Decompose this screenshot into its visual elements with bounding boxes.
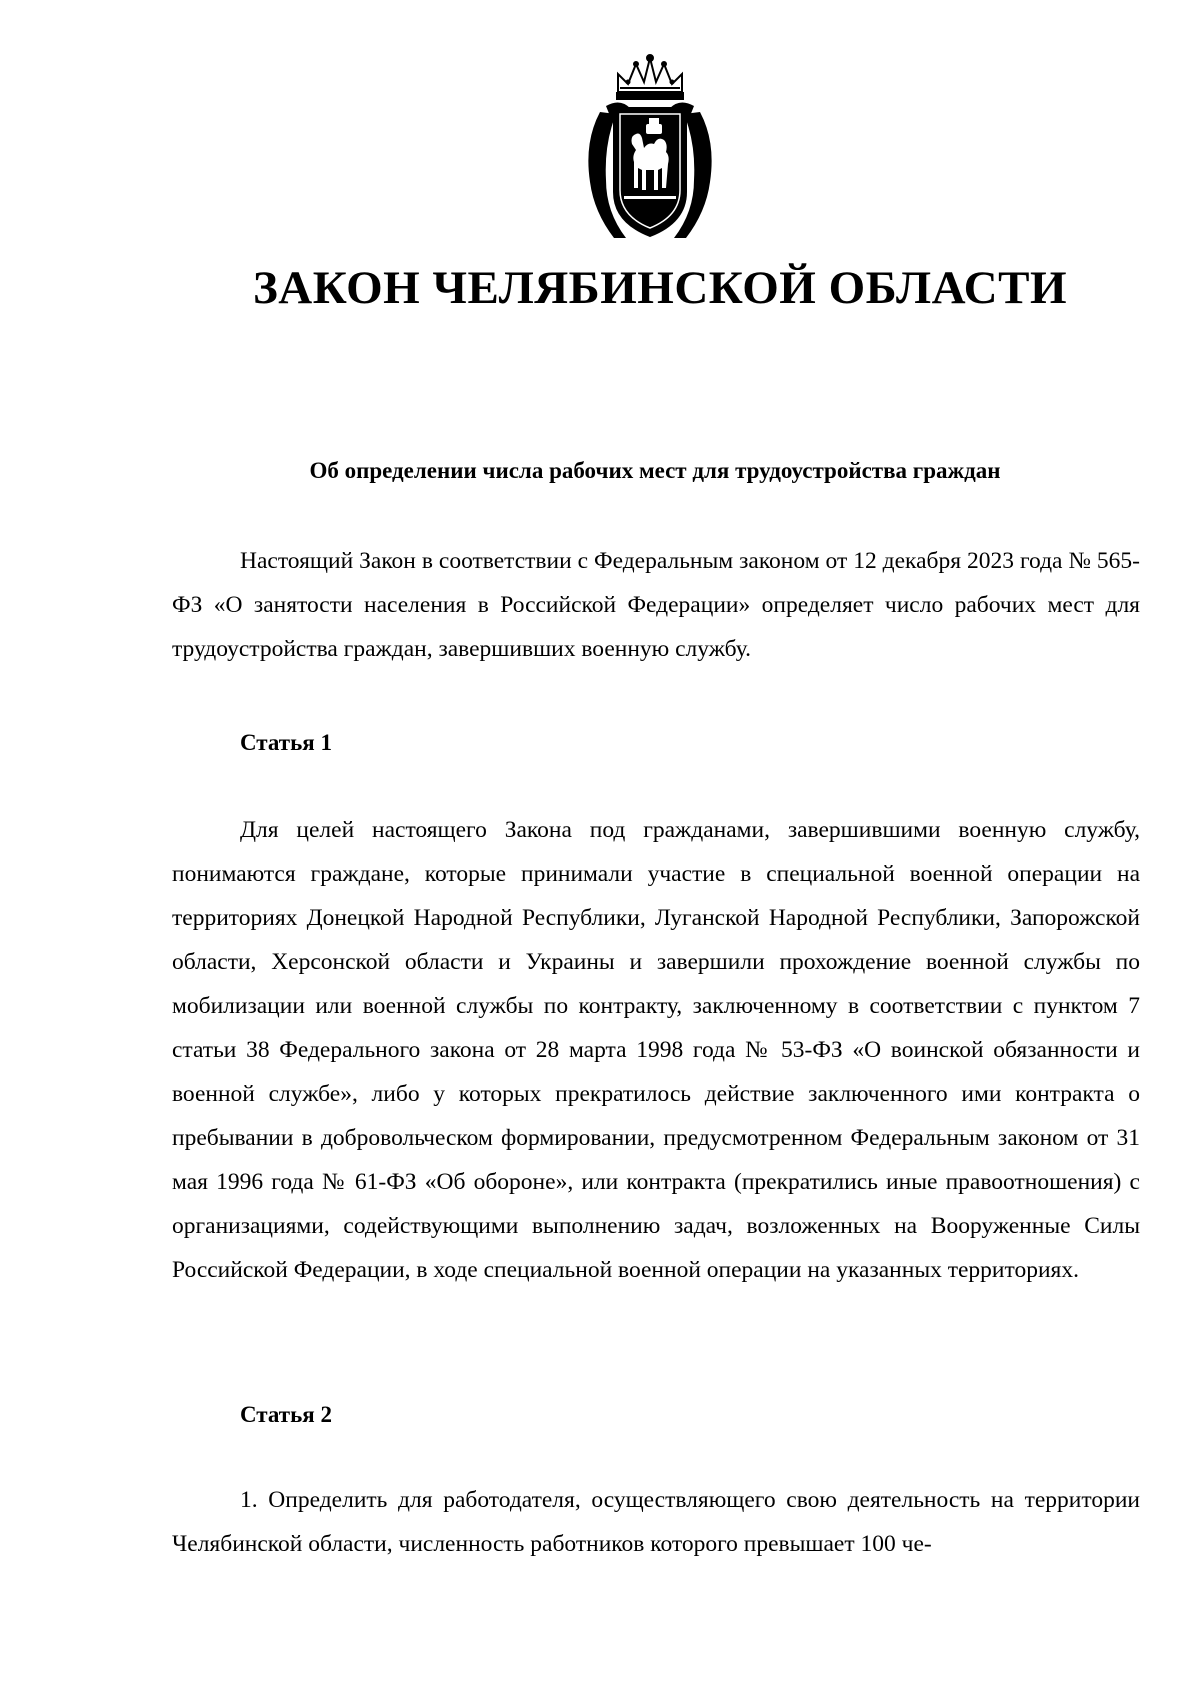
preamble-paragraph: Настоящий Закон в соответствии с Федеральным законом от 12 декабря 2023 года № 565-ФЗ «О занятости населения в Российской Федерации» определяет число рабочих мест для трудоустройства граждан, завершивших военную службу. [172,548,1140,662]
article-1-text: Для целей настоящего Закона под гражданами, завершившими военную службу, понимаются граждане, которые принимали участие в специальной военной операции на территориях Донецкой Народной Республики, Луганской Народной Республики, Запорожской области, Херсонской области и Украины и завершили прохождение военной службы по мобилизации или военной службы по контракту, заключенному в соответствии с пунктом 7 статьи 38 Федерального закона от 28 марта 1998 года № 53-ФЗ «О воинской обязанности и военной службе», либо у которых прекратилось действие заключенного ими контракта о пребывании в добровольческом формировании, предусмотренном Федеральным законом от 31 мая 1996 года № 61-ФЗ «Об обороне», или контракта (прекратились иные правоотношения) с организациями, содействующими выполнению задач, возложенных на Вооруженные Силы Российской Федерации, в ходе специальной военной операции на указанных территориях. [172,817,1140,1283]
article-2-heading: Статья 2 [240,1402,332,1427]
law-title: ЗАКОН ЧЕЛЯБИНСКОЙ ОБЛАСТИ [252,262,1068,314]
law-subtitle: Об определении числа рабочих мест для трудоустройства граждан [309,458,1001,483]
coat-of-arms-icon [580,52,720,248]
article-2-text: 1. Определить для работодателя, осуществляющего свою деятельность на территории Челябинской области, численность работников которого превышает 100 че- [172,1487,1140,1557]
article-1-heading: Статья 1 [240,730,332,755]
